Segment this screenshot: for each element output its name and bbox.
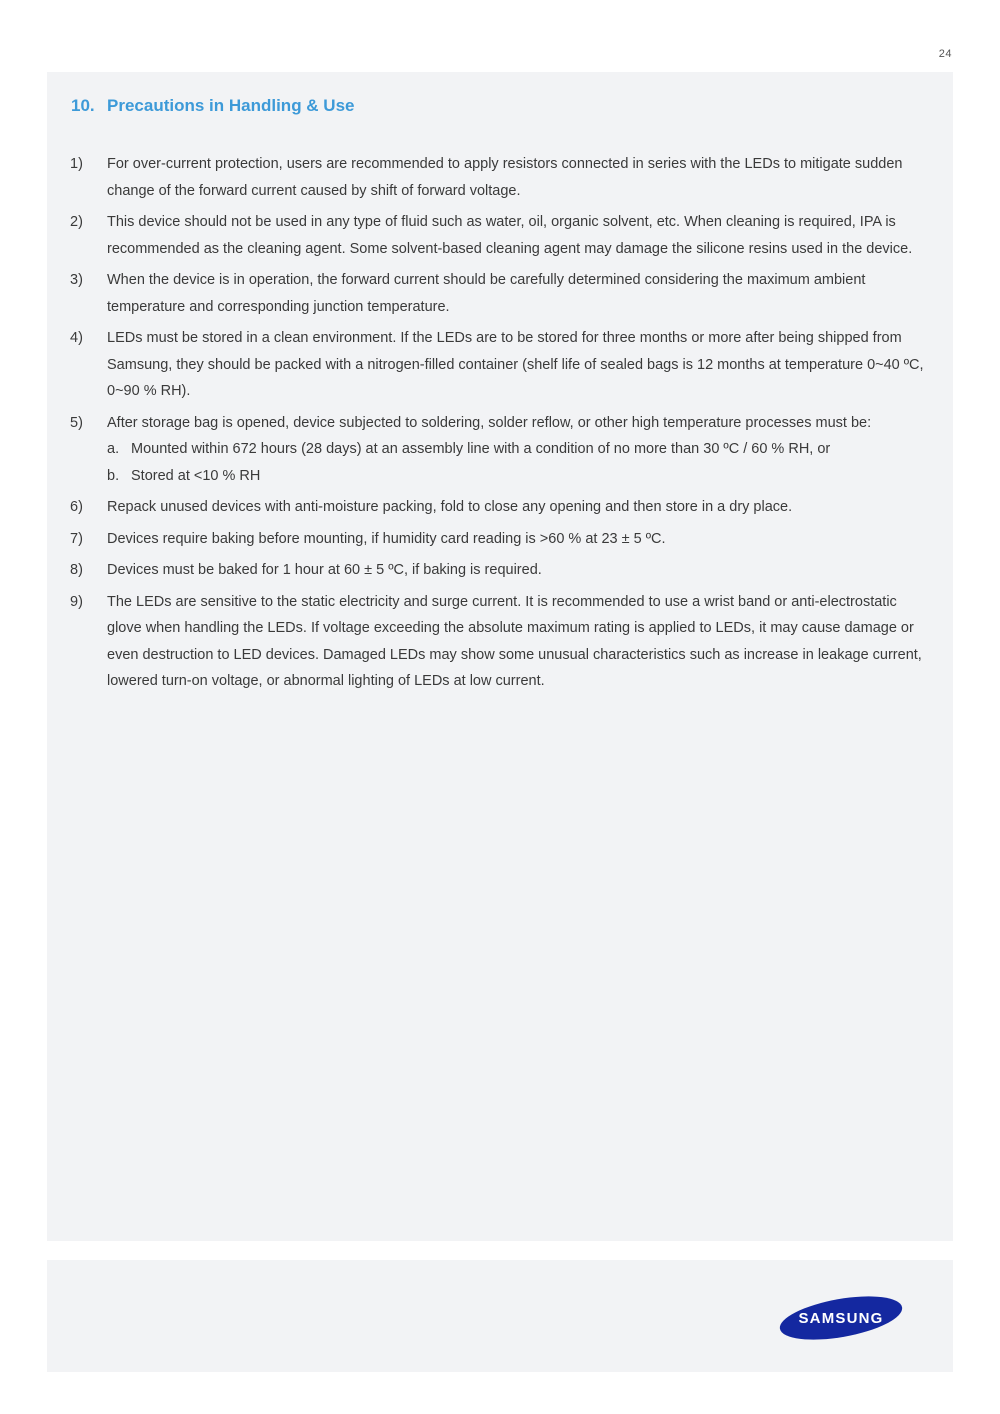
sub-item-text: Stored at <10 % RH [131, 467, 261, 484]
list-item [70, 267, 926, 320]
content-panel [47, 72, 953, 1241]
list-item [70, 557, 926, 584]
item-number: 1) [70, 156, 83, 172]
item-number: 9) [70, 593, 83, 610]
section-heading [71, 96, 355, 116]
item-number: 4) [70, 330, 83, 346]
item-text: LEDs must be stored in a clean environment. If the LEDs are to be stored for three months or more after being shipped from Samsung, they should be packed with a nitrogen-filled container (shelf life of sealed bags is 12 months at temperature 0~40 ºC, 0~90 % RH). [107, 330, 924, 399]
item-number: 3) [70, 272, 83, 288]
item-text: This device should not be used in any type of fluid such as water, oil, organic solvent, etc. When cleaning is required, IPA is recommended as the cleaning agent. Some solvent-based cleaning agent may damage the silicone resins used in the device. [107, 214, 913, 257]
list-item [70, 410, 926, 490]
sub-item [107, 436, 926, 463]
item-number: 6) [70, 499, 83, 515]
list-item [70, 325, 926, 405]
item-text: Devices must be baked for 1 hour at 60 ± 5 ºC, if baking is required. [107, 562, 542, 578]
list-item [70, 526, 926, 553]
section-title: Precautions in Handling & Use [107, 96, 355, 115]
item-number: 7) [70, 530, 83, 547]
sub-item [107, 463, 926, 490]
list-item [70, 589, 926, 695]
sub-item-letter: b. [107, 467, 120, 484]
item-number: 8) [70, 562, 83, 578]
list-item [70, 151, 926, 204]
item-text: Devices require baking before mounting, if humidity card reading is >60 % at 23 ± 5 ºC. [107, 530, 666, 547]
item-text: After storage bag is opened, device subjected to soldering, solder reflow, or other high temperature processes must be: [107, 414, 872, 431]
list-item [70, 209, 926, 262]
precautions-list [70, 151, 926, 700]
samsung-logo [777, 1296, 905, 1340]
item-text: For over-current protection, users are recommended to apply resistors connected in series with the LEDs to mitigate sudden change of the forward current caused by shift of forward voltage. [107, 156, 903, 199]
item-text: Repack unused devices with anti-moisture packing, fold to close any opening and then store in a dry place. [107, 499, 793, 515]
item-number: 5) [70, 414, 83, 431]
footer-panel [47, 1260, 953, 1372]
list-item [70, 494, 926, 521]
item-number: 2) [70, 214, 83, 230]
sub-item-text: Mounted within 672 hours (28 days) at an assembly line with a condition of no more than 30 ºC / 60 % RH, or [131, 441, 831, 457]
item-text: The LEDs are sensitive to the static electricity and surge current. It is recommended to use a wrist band or anti-electrostatic glove when handling the LEDs. If voltage exceeding the absolute maximum rating is applied to LEDs, it may cause damage or even destruction to LED devices. Damaged LEDs may show some unusual characteristics such as increase in leakage current, lowered turn-on voltage, or abnormal lighting of LEDs at low current. [107, 593, 922, 689]
item-text: When the device is in operation, the forward current should be carefully determined considering the maximum ambient temperature and corresponding junction temperature. [107, 272, 866, 315]
page-number: 24 [938, 48, 952, 60]
logo-wordmark: SAMSUNG [798, 1310, 884, 1327]
section-number: 10. [71, 96, 95, 115]
sub-item-letter: a. [107, 441, 120, 457]
